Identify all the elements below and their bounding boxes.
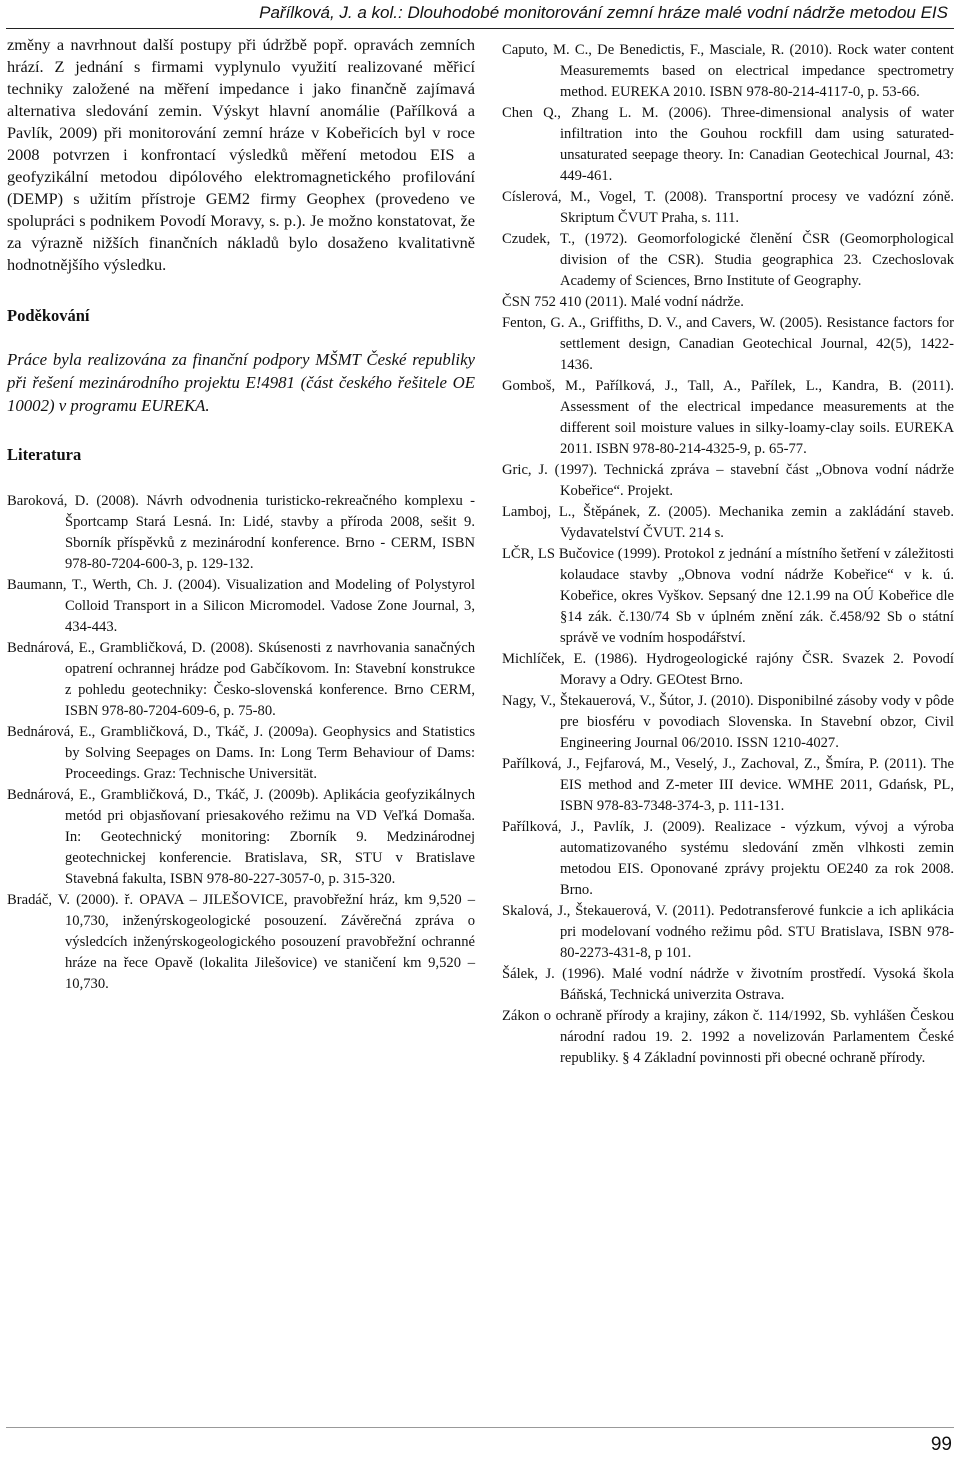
page-number: 99 — [930, 1434, 952, 1455]
reference-item: Gomboš, M., Pařílková, J., Tall, A., Pařílek, L., Kandra, B. (2011). Assessment of the electrical impedance measurements at the different soil moisture values in silky-loamy-clay soils. EUREKA 2011. ISBN 978-80-214-4325-9, p. 65-77. — [502, 378, 954, 457]
reference-item: Pařílková, J., Fejfarová, M., Veselý, J., Zachoval, Z., Šmíra, P. (2011). The EIS method and Z-meter III device. WMHE 2011, Gdańsk, PL, ISBN 978-83-7348-374-3, p. 111-131. — [502, 756, 954, 814]
literature-heading: Literatura — [7, 445, 82, 464]
reference-item: Skalová, J., Štekauerová, V. (2011). Pedotransferové funkcie a ich aplikácia pri modelovaní vodného režimu pôd. STU Bratislava, ISBN 978-80-2273-431-8, p 101. — [502, 903, 954, 961]
footer-rule — [6, 1427, 954, 1428]
reference-item: Michlíček, E. (1986). Hydrogeologické rajóny ČSR. Svazek 2. Povodí Moravy a Odry. GEOtest Brno. — [502, 651, 954, 688]
reference-item: Czudek, T., (1972). Geomorfologické členění ČSR (Geomorphological division of the CSR). Studia geographica 23. Czechoslovak Academy of Sciences, Brno Institute of Geography. — [502, 231, 954, 289]
reference-item: Chen Q., Zhang L. M. (2006). Three-dimensional analysis of water infiltration into the Gouhou rockfill dam using saturated-unsaturated seepage theory. In: Canadian Geotechical Journal, 43: 449-461. — [502, 105, 954, 184]
reference-item: Gric, J. (1997). Technická zpráva – stavební část „Obnova vodní nádrže Kobeřice“. Projekt. — [502, 462, 954, 499]
body-paragraph: změny a navrhnout další postupy při údržbě popř. opravách zemních hrází. Z jednání s firmami vyplynulo využití realizované měřicí techniky založené na měření impedance i jako finančně zajímavá alternativa sledování zemin. Výskyt hlavní anomálie (Pařílková a Pavlík, 2009) při monitorování zemní hráze v Kobeřicích byl v roce 2008 potvrzen i konfrontací výsledků měření metodou EIS a geofyzikální metodou dipólového elektromagnetického profilování (DEMP) s užitím přístroje GEM2 firmy Geophex (provedeno ve spolupráci s podnikem Povodí Moravy, s. p.). Je možno konstatovat, že za výrazně nižších finančních nákladů bylo dosaženo kvalitativně hodnotnějšího výsledku. — [7, 35, 475, 274]
running-title: Pařílková, J. a kol.: Dlouhodobé monitorování zemní hráze malé vodní nádrže metodou EIS — [259, 3, 948, 22]
reference-item: Zákon o ochraně přírody a krajiny, zákon č. 114/1992, Sb. vyhlášen Českou národní radou 19. 2. 1992 a novelizován Parlamentem České republiky. § 4 Základní povinnosti při obecné ochraně přírody. — [502, 1008, 954, 1066]
acknowledgement-text: Práce byla realizována za finanční podpory MŠMT České republiky při řešení mezinárodního projektu E!4981 (část českého řešitele OE 10002) v programu EUREKA. — [7, 350, 475, 415]
reference-list-left — [7, 491, 475, 995]
reference-item: Baroková, D. (2008). Návrh odvodnenia turisticko-rekreačného komplexu - Športcamp Stará Lesná. In: Lidé, stavby a příroda 2008, sešit 9. Sborník příspěvků z mezinárodní konference. Brno - CERM, ISBN 978-80-7204-600-3, p. 129-132. — [7, 493, 475, 572]
reference-item: Nagy, V., Štekauerová, V., Šútor, J. (2010). Disponibilné zásoby vody v pôde pre biosféru v povodiach Slovenska. In Stavební obzor, Civil Engineering Journal 06/2010. ISSN 1210-4027. — [502, 693, 954, 751]
reference-item: Bradáč, V. (2000). ř. OPAVA – JILEŠOVICE, pravobřežní hráz, km 9,520 – 10,730, inženýrskogeologické posouzení. Závěrečná zpráva o výsledcích inženýrskogeologického posouzení pravobřežní ochranné hráze na řece Opavě (lokalita Jilešovice) ve staničení km 9,520 – 10,730. — [7, 892, 475, 992]
left-column — [7, 34, 475, 995]
reference-item: Caputo, M. C., De Benedictis, F., Masciale, R. (2010). Rock water content Measurememts based on electrical impedance spectrometry method. EUREKA 2010. ISBN 978-80-214-4117-0, p. 53-66. — [502, 42, 954, 100]
right-column — [502, 40, 954, 1069]
reference-item: Bednárová, E., Grambličková, D., Tkáč, J. (2009b). Aplikácia geofyzikálnych metód pri objasňovaní priesakového režimu na VD Veľká Domaša. In: Geotechnický monitoring: Zborník 9. Medzinárodnej geotechnickej konferencie. Bratislava, SR, STU v Bratislave Stavebná fakulta, ISBN 978-80-227-3057-0, p. 315-320. — [7, 787, 475, 887]
reference-item: Baumann, T., Werth, Ch. J. (2004). Visualization and Modeling of Polystyrol Colloid Transport in a Silicon Micromodel. Vadose Zone Journal, 3, 434-443. — [7, 577, 475, 635]
reference-item: Bednárová, E., Grambličková, D. (2008). Skúsenosti z navrhovania sanačných opatrení ochrannej hrádze pod Gabčíkovom. In: Stavební konstrukce z pohledu geotechniky: Česko-slovenská konference. Brno CERM, ISBN 978-80-7204-609-6, p. 75-80. — [7, 640, 475, 719]
reference-item: Císlerová, M., Vogel, T. (2008). Transportní procesy ve vadózní zóně. Skriptum ČVUT Praha, s. 111. — [502, 189, 954, 226]
reference-item: LČR, LS Bučovice (1999). Protokol z jednání a místního šetření v záležitosti kolaudace stavby „Obnova vodní nádrže Kobeřice“ v k. ú. Kobeřice, okres Vyškov. Sepsaný dne 12.1.99 na OÚ Kobeřice dle §14 zák. č.130/74 Sb v úplném znění zák. č.458/92 Sb o státní správě ve vodním hospodářství. — [502, 546, 954, 646]
header-rule — [6, 28, 954, 29]
acknowledgement-heading: Poděkování — [7, 306, 90, 325]
reference-item: ČSN 752 410 (2011). Malé vodní nádrže. — [502, 294, 744, 310]
reference-item: Fenton, G. A., Griffiths, D. V., and Cavers, W. (2005). Resistance factors for settlement design, Canadian Geotechical Journal, 42(5), 1422-1436. — [502, 315, 954, 373]
reference-item: Pařílková, J., Pavlík, J. (2009). Realizace - výzkum, vývoj a výroba automatizovaného systému sledování změn vlhkosti zemin metodou EIS. Oponované zprávy projektu OE240 za rok 2008. Brno. — [502, 819, 954, 898]
reference-item: Šálek, J. (1996). Malé vodní nádrže v životním prostředí. Vysoká škola Báňská, Technická univerzita Ostrava. — [502, 966, 954, 1003]
reference-item: Bednárová, E., Grambličková, D., Tkáč, J. (2009a). Geophysics and Statistics by Solving Seepages on Dams. In: Long Term Behaviour of Dams: Proceedings. Graz: Technische Universität. — [7, 724, 475, 782]
reference-item: Lamboj, L., Štěpánek, Z. (2005). Mechanika zemin a zakládání staveb. Vydavatelství ČVUT. 214 s. — [502, 504, 954, 541]
reference-list-right — [502, 40, 954, 1069]
